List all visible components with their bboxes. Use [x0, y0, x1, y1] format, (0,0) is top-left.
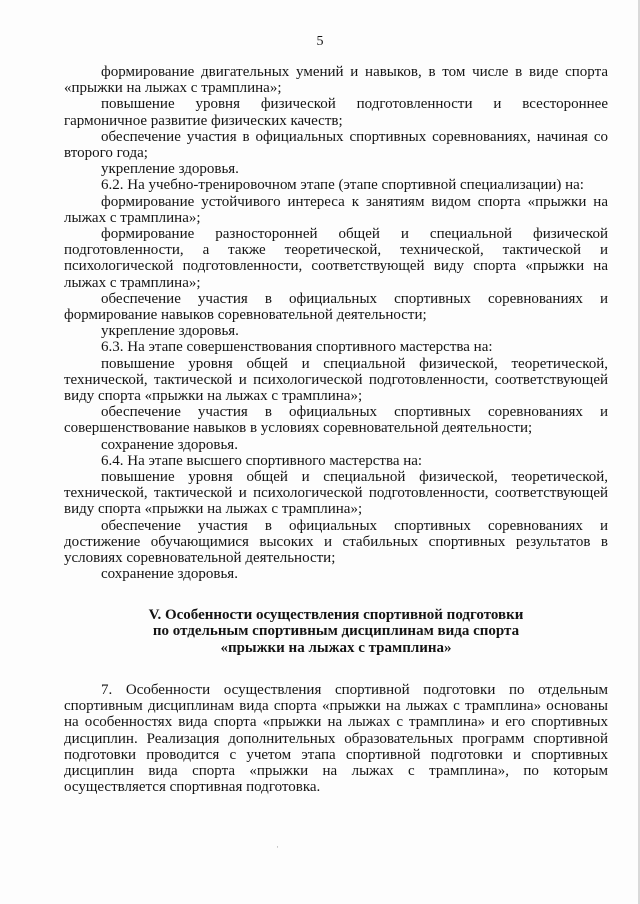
paragraph: обеспечение участия в официальных спортивных соревнованиях и формирование навыков соревновательной деятельности;: [64, 290, 608, 324]
paragraph: сохранение здоровья.: [101, 566, 238, 583]
paragraph: 6.4. На этапе высшего спортивного мастерства на:: [101, 452, 423, 469]
paragraph: 7. Особенности осуществления спортивной подготовки по отдельным спортивным дисциплинам вида спорта «прыжки на лыжах с трамплина» основаны на особенностях вида спорта «прыжки на лыжах с трамплина» и его спортивных дисциплин. Реализация дополнительных образовательных программ спортивной подготовки проводится с учетом этапа спортивной подготовки и спортивных дисциплин вида спорта «прыжки на лыжах с трамплина», по которым осуществляется спортивная подготовка.: [64, 682, 608, 796]
paragraph: повышение уровня физической подготовленности и всестороннее гармоничное развитие физических качеств;: [64, 96, 608, 129]
section-heading-line: «прыжки на лыжах с трамплина»: [220, 639, 452, 656]
section-heading: [64, 607, 608, 657]
paragraph: 6.2. На учебно-тренировочном этапе (этапе спортивной специализации) на:: [101, 177, 584, 194]
spacer: [64, 583, 608, 607]
paragraph: формирование двигательных умений и навыков, в том числе в виде спорта «прыжки на лыжах с трамплина»;: [64, 64, 608, 97]
paragraph: обеспечение участия в официальных спортивных соревнованиях и совершенствование навыков в условиях соревновательной деятельности;: [64, 404, 608, 437]
section-heading-line: по отдельным спортивным дисциплинам вида спорта: [152, 623, 520, 639]
paragraph: укрепление здоровья.: [101, 323, 239, 340]
paragraph: формирование устойчивого интереса к занятиям видом спорта «прыжки на лыжах с трамплина»;: [64, 193, 608, 226]
paragraph: 6.3. На этапе совершенствования спортивного мастерства на:: [101, 339, 493, 356]
paragraph: формирование разносторонней общей и специальной физической подготовленности, а также теоретической, технической, тактической и психологической подготовленности, соответствующей виду спорта «прыжки на лыжах с трамплина»;: [64, 226, 608, 291]
paragraph: обеспечение участия в официальных спортивных соревнованиях, начиная со второго года;: [64, 128, 608, 162]
paragraph: повышение уровня общей и специальной физической, теоретической, технической, тактической и психологической подготовленности, соответствующей виду спорта «прыжки на лыжах с трамплина»;: [64, 469, 608, 518]
paragraph: обеспечение участия в официальных спортивных соревнованиях и достижение обучающимися высоких и стабильных спортивных результатов в условиях соревновательной деятельности;: [64, 517, 608, 567]
section-heading-line: V. Особенности осуществления спортивной подготовки: [148, 606, 524, 623]
page-number: 5: [316, 34, 324, 49]
spacer: [64, 656, 608, 682]
scan-artifact: ·: [276, 842, 279, 852]
paragraph: укрепление здоровья.: [101, 161, 239, 178]
paragraph: сохранение здоровья.: [101, 436, 238, 453]
paragraph: повышение уровня общей и специальной физической, теоретической, технической, тактической и психологической подготовленности, соответствующей виду спорта «прыжки на лыжах с трамплина»;: [64, 355, 608, 405]
document-body: [64, 64, 608, 795]
